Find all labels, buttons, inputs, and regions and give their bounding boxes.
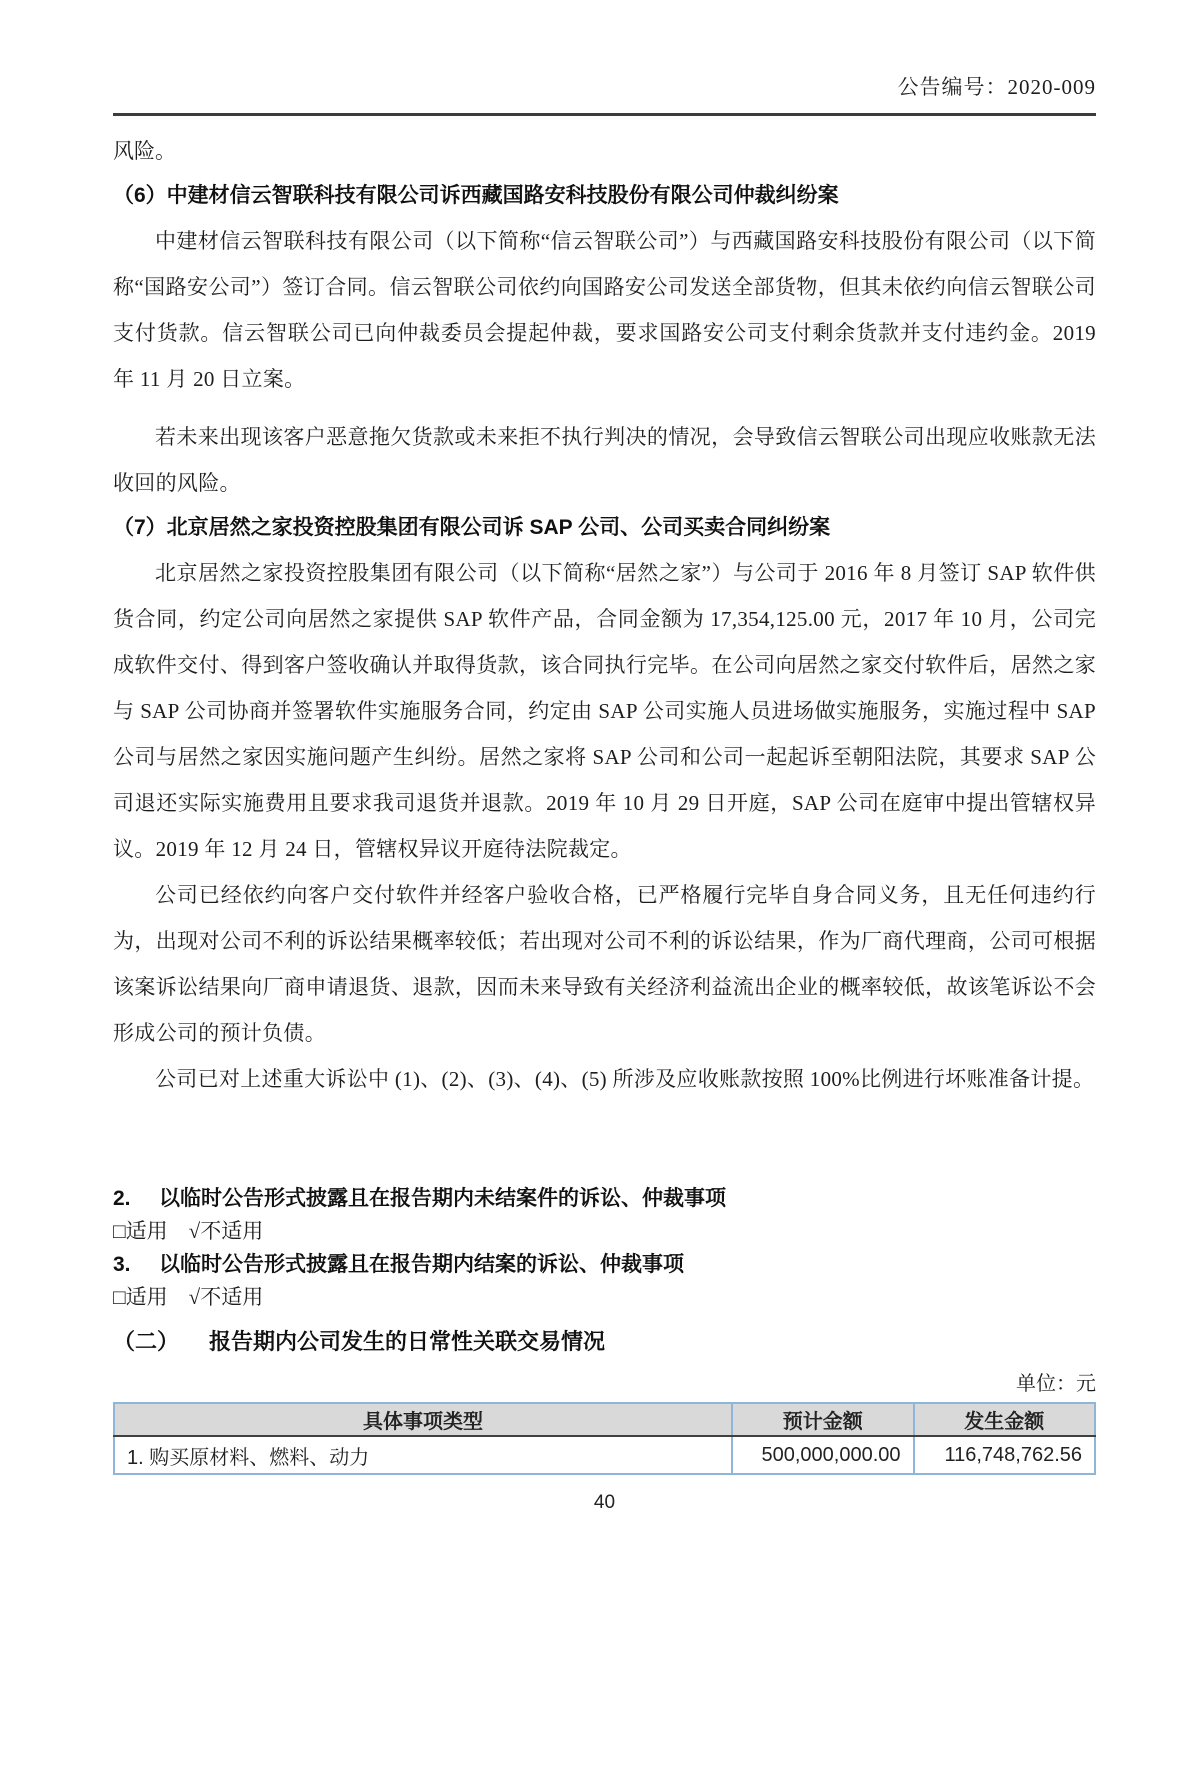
case7-paragraph-1: 北京居然之家投资控股集团有限公司（以下简称“居然之家”）与公司于 2016 年 8 月签订 SAP 软件供货合同，约定公司向居然之家提供 SAP 软件产品，合同金额为 17,354,125.00 元，2017 年 10 月，公司完成软件交付、得到客户签收确认并取得货款，该合同执行完毕。在公司向居然之家交付软件后，居然之家与 SAP 公司协商并签署软件实施服务合同，约定由 SAP 公司实施人员进场做实施服务，实施过程中 SAP 公司与居然之家因实施问题产生纠纷。居然之家将 SAP 公司和公司一起起诉至朝阳法院，其要求 SAP 公司退还实际实施费用且要求我司退货并退款。2019 年 10 月 29 日开庭，SAP 公司在庭审中提出管辖权异议。2019 年 12 月 24 日，管辖权异议开庭待法院裁定。 — [113, 561, 1096, 861]
item-3-title: 以临时公告形式披露且在报告期内结案的诉讼、仲裁事项 — [159, 1253, 684, 1276]
related-transactions-table — [113, 1402, 1096, 1475]
case7-paragraph-2: 公司已经依约向客户交付软件并经客户验收合格，已严格履行完毕自身合同义务，且无任何违约行为，出现对公司不利的诉讼结果概率较低；若出现对公司不利的诉讼结果，作为厂商代理商，公司可根据该案诉讼结果向厂商申请退货、退款，因而未来导致有关经济利益流出企业的概率较低，故该笔诉讼不会形成公司的预计负债。 — [113, 883, 1096, 1045]
heading-item-3 — [113, 1248, 1096, 1281]
column-header-item-type: 具体事项类型 — [114, 1403, 732, 1436]
header-divider — [113, 113, 1096, 116]
case6-paragraph-1: 中建材信云智联科技有限公司（以下简称“信云智联公司”）与西藏国路安科技股份有限公司（以下简称“国路安公司”）签订合同。信云智联公司依约向国路安公司发送全部货物，但其未依约向信云智联公司支付货款。信云智联公司已向仲裁委员会提起仲裁，要求国路安公司支付剩余货款并支付违约金。2019 年 11 月 20 日立案。 — [113, 229, 1096, 391]
cell-estimated-amount: 500,000,000.00 — [732, 1436, 913, 1474]
doc-number: 公告编号：2020-009 — [897, 75, 1096, 99]
document-page — [0, 74, 1200, 1771]
cell-item-type: 1. 购买原材料、燃料、动力 — [114, 1436, 732, 1474]
item-3-applicability: □适用 √不适用 — [113, 1285, 264, 1309]
heading-case-7: （7）北京居然之家投资控股集团有限公司诉 SAP 公司、公司买卖合同纠纷案 — [113, 516, 831, 539]
table-row — [114, 1436, 1095, 1474]
unit-label: 单位：元 — [1016, 1373, 1096, 1395]
page-header — [113, 74, 1096, 116]
heading-case-6: （6）中建材信云智联科技有限公司诉西藏国路安科技股份有限公司仲裁纠纷案 — [113, 184, 839, 207]
item-3-number: 3. — [113, 1253, 131, 1276]
carryover-text: 风险。 — [113, 139, 176, 163]
table-header-row — [114, 1403, 1095, 1436]
cell-actual-amount: 116,748,762.56 — [914, 1436, 1096, 1474]
heading-section-2 — [113, 1324, 1096, 1360]
section-2-number: （二） — [113, 1329, 180, 1354]
document-body — [113, 128, 1096, 1475]
item-2-applicability: □适用 √不适用 — [113, 1219, 264, 1243]
heading-item-2 — [113, 1182, 1096, 1215]
page-number: 40 — [593, 1492, 616, 1513]
column-header-estimated-amount: 预计金额 — [732, 1403, 913, 1436]
column-header-actual-amount: 发生金额 — [914, 1403, 1096, 1436]
item-2-number: 2. — [113, 1187, 131, 1210]
case7-paragraph-3: 公司已对上述重大诉讼中 (1)、(2)、(3)、(4)、(5) 所涉及应收账款按照 100%比例进行坏账准备计提。 — [155, 1067, 1095, 1091]
section-2-title: 报告期内公司发生的日常性关联交易情况 — [209, 1329, 606, 1354]
disclosure-items — [113, 1182, 1096, 1314]
case6-paragraph-2: 若未来出现该客户恶意拖欠货款或未来拒不执行判决的情况，会导致信云智联公司出现应收账款无法收回的风险。 — [113, 425, 1096, 495]
item-2-title: 以临时公告形式披露且在报告期内未结案件的诉讼、仲裁事项 — [159, 1187, 726, 1210]
